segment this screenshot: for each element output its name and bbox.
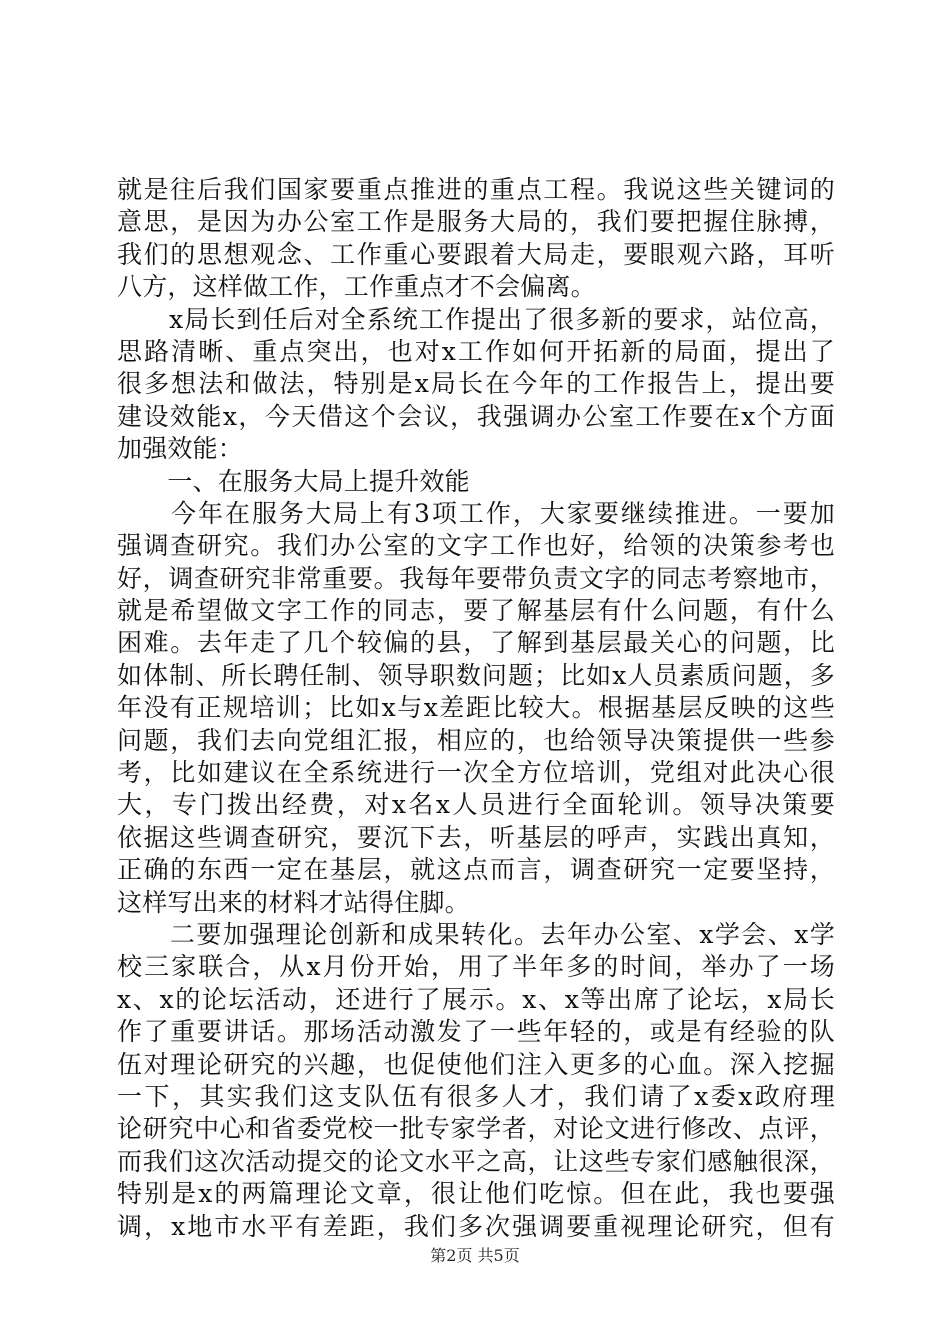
text-line: 意思，是因为办公室工作是服务大局的，我们要把握住脉搏， (117, 207, 835, 237)
text-line: x局长到任后对全系统工作提出了很多新的要求，站位高， (117, 304, 835, 334)
text-line: 很多想法和做法，特别是x局长在今年的工作报告上，提出要 (117, 369, 835, 399)
text-line: 好，调查研究非常重要。我每年要带负责文字的同志考察地市， (117, 563, 835, 593)
text-line: 这样写出来的材料才站得住脚。 (117, 887, 470, 917)
text-line: 考，比如建议在全系统进行一次全方位培训，党组对此决心很 (117, 758, 835, 788)
text-line: x、x的论坛活动，还进行了展示。x、x等出席了论坛，x局长 (117, 984, 835, 1014)
text-line: 正确的东西一定在基层，就这点而言，调查研究一定要坚持， (117, 855, 835, 885)
text-line: 强调查研究。我们办公室的文字工作也好，给领的决策参考也 (117, 531, 835, 561)
text-line: 二要加强理论创新和成果转化。去年办公室、x学会、x学 (117, 919, 835, 949)
text-line: 八方，这样做工作，工作重点才不会偏离。 (117, 272, 596, 302)
text-line: 校三家联合，从x月份开始，用了半年多的时间，举办了一场 (117, 952, 835, 982)
text-line: 依据这些调查研究，要沉下去，听基层的呼声，实践出真知， (117, 822, 835, 852)
document-body (117, 174, 835, 1243)
text-line: 作了重要讲话。那场活动激发了一些年轻的，或是有经验的队 (117, 1017, 835, 1047)
text-line: 如体制、所长聘任制、领导职数问题；比如x人员素质问题，多 (117, 660, 835, 690)
text-line: 年没有正规培训；比如x与x差距比较大。根据基层反映的这些 (117, 693, 835, 723)
page-footer: 第2页 共5页 (430, 1246, 520, 1265)
text-line: 思路清晰、重点突出，也对x工作如何开拓新的局面，提出了 (117, 336, 835, 366)
text-line: 就是希望做文字工作的同志，要了解基层有什么问题，有什么 (117, 596, 835, 626)
text-line: 今年在服务大局上有3项工作，大家要继续推进。一要加 (117, 498, 835, 528)
text-line: 困难。去年走了几个较偏的县，了解到基层最关心的问题，比 (117, 628, 835, 658)
text-line: 建设效能x，今天借这个会议，我强调办公室工作要在x个方面 (117, 401, 835, 431)
text-line: 大，专门拨出经费，对x名x人员进行全面轮训。领导决策要 (117, 790, 835, 820)
text-line: 论研究中心和省委党校一批专家学者，对论文进行修改、点评， (117, 1114, 835, 1144)
text-line: 而我们这次活动提交的论文水平之高，让这些专家们感触很深， (117, 1146, 835, 1176)
text-line: 一、在服务大局上提升效能 (117, 466, 470, 496)
text-line: 加强效能： (117, 434, 244, 464)
text-line: 一下，其实我们这支队伍有很多人才，我们请了x委x政府理 (117, 1081, 835, 1111)
text-line: 就是往后我们国家要重点推进的重点工程。我说这些关键词的 (117, 175, 835, 204)
text-line: 调，x地市水平有差距，我们多次强调要重视理论研究，但有 (117, 1211, 835, 1241)
text-line: 我们的思想观念、工作重心要跟着大局走，要眼观六路，耳听 (117, 239, 835, 269)
text-line: 伍对理论研究的兴趣，也促使他们注入更多的心血。深入挖掘 (117, 1049, 835, 1079)
text-line: 问题，我们去向党组汇报，相应的，也给领导决策提供一些参 (117, 725, 835, 755)
text-line: 特别是x的两篇理论文章，很让他们吃惊。但在此，我也要强 (117, 1179, 835, 1209)
